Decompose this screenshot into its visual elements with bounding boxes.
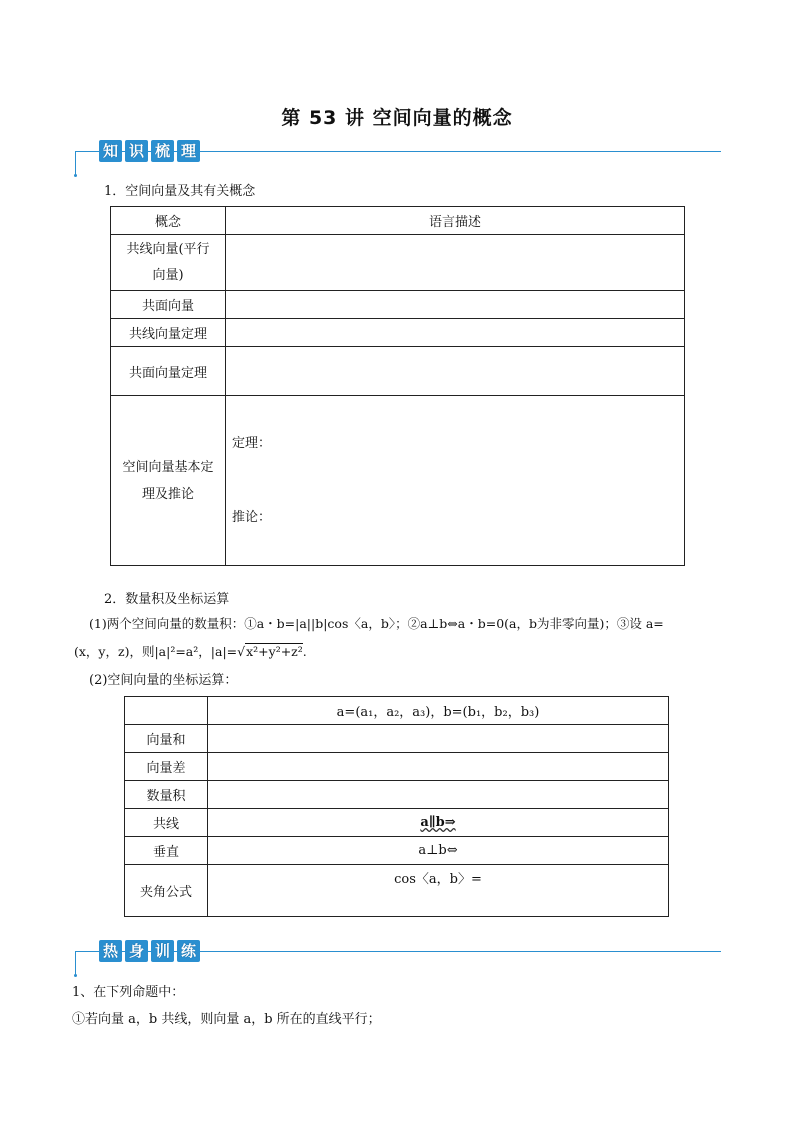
section-bracket-warmup xyxy=(75,951,76,975)
section-badge-knowledge xyxy=(99,140,200,162)
row-value-sum xyxy=(208,725,669,753)
section-dot-knowledge xyxy=(74,174,77,177)
question-intro: 1、在下列命题中： xyxy=(72,985,185,1000)
corollary-label: 推论： xyxy=(232,510,272,525)
description-cell xyxy=(226,235,685,291)
row-label-perpendicular: 垂直 xyxy=(125,837,208,865)
page-title: 第 53 讲 空间向量的概念 xyxy=(281,107,513,129)
sqrt-symbol: √ xyxy=(237,644,246,659)
badge-char: 识 xyxy=(125,140,148,162)
concept-table xyxy=(110,206,685,566)
description-cell xyxy=(226,319,685,347)
badge-char: 身 xyxy=(125,940,148,962)
badge-char: 知 xyxy=(99,140,122,162)
concept-basic-theorem xyxy=(111,396,226,566)
text-segment: (x，y，z)，则|a|²=a²，|a|= xyxy=(74,644,238,659)
coordinate-header: a=(a₁，a₂，a₃)，b=(b₁，b₂，b₃) xyxy=(208,697,669,725)
row-label-angle: 夹角公式 xyxy=(125,865,208,917)
description-cell xyxy=(226,291,685,319)
header-concept: 概念 xyxy=(111,207,226,235)
section-badge-warmup xyxy=(99,940,200,962)
concept-collinear-theorem: 共线向量定理 xyxy=(111,319,226,347)
badge-char: 训 xyxy=(151,940,174,962)
badge-char: 练 xyxy=(177,940,200,962)
badge-char: 理 xyxy=(177,140,200,162)
concept-label: 理及推论 xyxy=(141,486,194,502)
row-label-diff: 向量差 xyxy=(125,753,208,781)
concept-label: 空间向量基本定 xyxy=(122,459,214,475)
concept-coplanar: 共面向量 xyxy=(111,291,226,319)
badge-char: 热 xyxy=(99,940,122,962)
row-label-collinear: 共线 xyxy=(125,809,208,837)
header-description: 语言描述 xyxy=(226,207,685,235)
concept-collinear xyxy=(111,235,226,291)
coordinate-table xyxy=(124,696,669,917)
section-bracket-knowledge xyxy=(75,151,76,175)
row-value-angle: cos〈a，b〉= xyxy=(208,865,669,917)
description-cell xyxy=(226,347,685,396)
corner-cell xyxy=(125,697,208,725)
part1-heading: 1．空间向量及其有关概念 xyxy=(104,184,256,199)
row-value-collinear xyxy=(208,809,669,837)
question-item-1: ①若向量 a，b 共线，则向量 a，b 所在的直线平行； xyxy=(72,1012,381,1027)
concept-coplanar-theorem: 共面向量定理 xyxy=(111,347,226,396)
concept-label: 向量) xyxy=(152,267,184,283)
part2-heading: 2．数量积及坐标运算 xyxy=(104,592,230,607)
part2-paragraph-1-cont xyxy=(74,642,307,660)
theorem-label: 定理： xyxy=(232,436,272,451)
concept-label: 共线向量(平行 xyxy=(126,241,210,257)
collinear-formula: a∥b⇒ xyxy=(420,815,456,830)
row-value-perpendicular: a⊥b⇔ xyxy=(208,837,669,865)
row-label-dot: 数量积 xyxy=(125,781,208,809)
part2-paragraph-2: (2)空间向量的坐标运算： xyxy=(89,673,238,688)
row-value-dot xyxy=(208,781,669,809)
row-label-sum: 向量和 xyxy=(125,725,208,753)
badge-char: 梳 xyxy=(151,140,174,162)
text-segment: . xyxy=(302,644,307,659)
row-value-diff xyxy=(208,753,669,781)
sqrt-radicand: x²+y²+z² xyxy=(246,644,303,659)
part2-paragraph-1: (1)两个空间向量的数量积：①a・b=|a||b|cos〈a，b〉；②a⊥b⇔a・b=0(a，b为非零向量)；③设 a= xyxy=(89,616,664,631)
description-cell xyxy=(226,396,685,566)
section-dot-warmup xyxy=(74,974,77,977)
